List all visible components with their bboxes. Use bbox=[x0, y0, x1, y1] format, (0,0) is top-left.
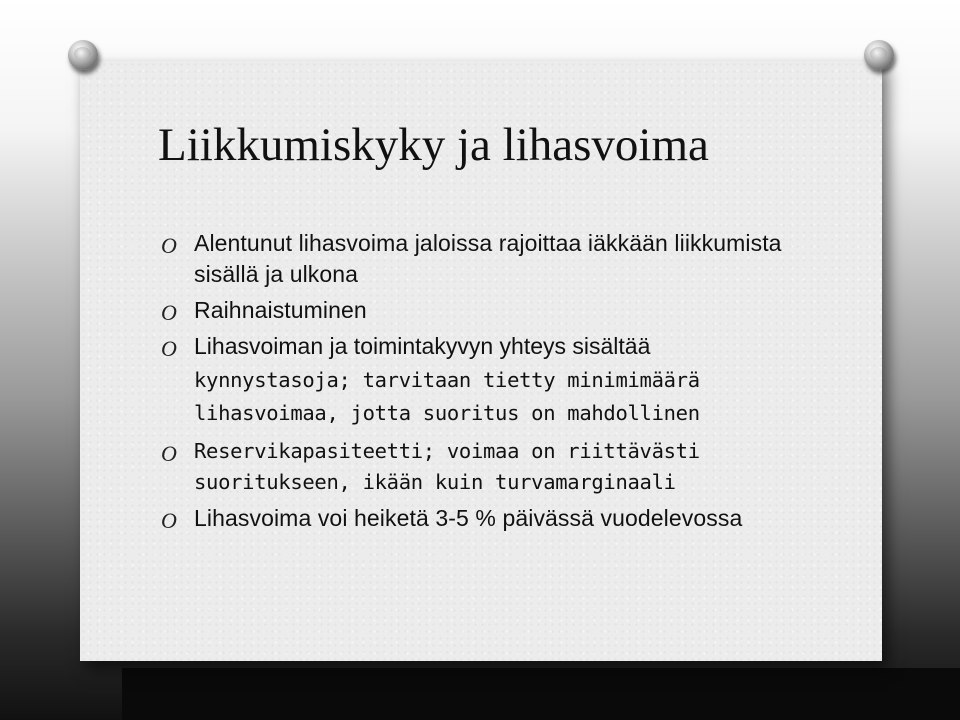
bullet-text-line1: Lihasvoiman ja toimintakyvyn yhteys sisältää bbox=[194, 333, 651, 359]
pushpin-left-icon bbox=[68, 40, 98, 70]
bullet-marker-icon: O bbox=[161, 508, 177, 533]
bullet-item bbox=[158, 436, 798, 498]
bullet-marker-icon: O bbox=[161, 233, 177, 258]
bullet-marker-icon: O bbox=[161, 300, 177, 325]
bullet-list bbox=[158, 228, 798, 539]
bullet-text bbox=[194, 331, 798, 431]
bullet-marker-icon: O bbox=[161, 336, 177, 361]
bullet-text: Reservikapasiteetti; voimaa on riittävästi suoritukseen, ikään kuin turvamarginaali bbox=[194, 439, 700, 494]
bullet-text-line2: kynnystasoja; tarvitaan tietty minimimäärä lihasvoimaa, jotta suoritus on mahdollinen bbox=[194, 368, 700, 425]
slide-title: Liikkumiskyky ja lihasvoima bbox=[158, 119, 709, 171]
pushpin-right-icon bbox=[864, 40, 894, 70]
bullet-item bbox=[158, 503, 798, 534]
bullet-marker-icon: O bbox=[161, 441, 177, 466]
bullet-text: Alentunut lihasvoima jaloissa rajoittaa iäkkään liikkumista sisällä ja ulkona bbox=[194, 230, 782, 287]
bullet-text: Lihasvoima voi heiketä 3-5 % päivässä vuodelevossa bbox=[194, 505, 743, 531]
bullet-text: Raihnaistuminen bbox=[194, 297, 367, 323]
bullet-item bbox=[158, 228, 798, 290]
bullet-item bbox=[158, 331, 798, 431]
bullet-item bbox=[158, 295, 798, 326]
background-bar bbox=[122, 668, 960, 720]
